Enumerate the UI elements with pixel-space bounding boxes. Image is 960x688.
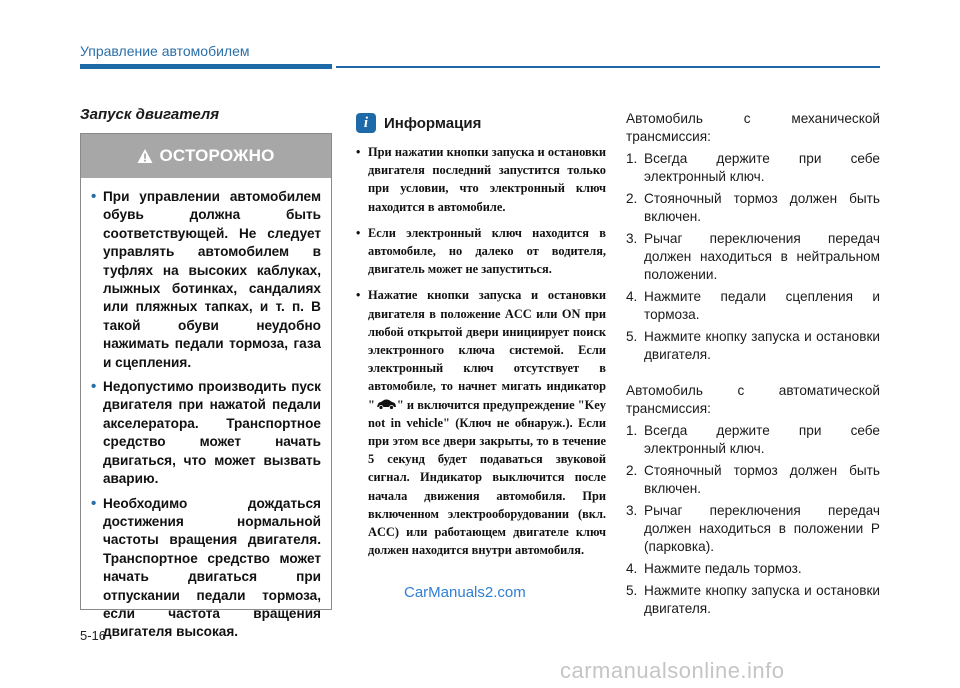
warning-item: • Недопустимо производить пуск двигателя при нажатой педали акселератора. Транспортное средство может начать двигаться, что может вызвать аварию. (91, 378, 321, 488)
page-number: 5-16 (80, 628, 107, 643)
step-number: 4. (626, 561, 638, 576)
manual-step (626, 190, 880, 226)
step-text: Нажмите педаль тормоз. (644, 561, 802, 576)
automatic-steps (626, 422, 880, 618)
page-header-title: Управление автомобилем (80, 43, 250, 59)
step-number: 2. (626, 191, 638, 206)
step-text: Всегда держите при себе электронный ключ. (644, 151, 880, 184)
info-item (356, 286, 606, 559)
section-title: Запуск двигателя (80, 106, 220, 123)
automatic-heading: Автомобиль с автоматической трансмиссия: (626, 383, 880, 416)
right-column (626, 110, 880, 636)
step-number: 2. (626, 463, 638, 478)
step-text: Нажмите кнопку запуска и остановки двигателя. (644, 329, 880, 362)
step-text: Рычаг переключения передач должен находиться в нейтральном положении. (644, 231, 880, 282)
warning-label: ОСТОРОЖНО (159, 146, 275, 165)
info-item-text-after: " и включится предупреждение "Key not in vehicle" (Ключ не обнаруж.). Если при этом все двери закрыты, то в течение 5 секунд будет подаваться звуковой сигнал. Индикатор выключится после начала движения автомобиля. При включенном электрооборудовании (вкл. ACC) или работающем двигателе ключ должен находится внутри автомобиля. (368, 397, 606, 558)
info-title (356, 113, 481, 133)
manual-step (626, 150, 880, 186)
automatic-step (626, 582, 880, 618)
step-number: 5. (626, 329, 638, 344)
info-item: • Если электронный ключ находится в автомобиле, но далеко от водителя, двигатель может не запуститься. (356, 224, 606, 279)
manual-step (626, 328, 880, 364)
step-number: 1. (626, 423, 638, 438)
manual-steps (626, 150, 880, 364)
step-number: 4. (626, 289, 638, 304)
warning-item: • При управлении автомобилем обувь должна быть соответствующей. Не следует управлять автомобилем в туфлях на высоких каблуках, лыжных ботинках, сандалиях или пляжных тапках, и т. п. В такой обуви неудобно нажимать педали тормоза, газа и сцепления. (91, 188, 321, 372)
info-icon: i (356, 113, 376, 133)
step-text: Стояночный тормоз должен быть включен. (644, 191, 880, 224)
step-number: 3. (626, 231, 638, 246)
warning-header (81, 134, 331, 178)
step-number: 3. (626, 503, 638, 518)
step-number: 1. (626, 151, 638, 166)
automatic-step (626, 560, 880, 578)
warning-triangle-icon (137, 148, 153, 164)
header-rule-thin (336, 66, 880, 68)
step-text: Стояночный тормоз должен быть включен. (644, 463, 880, 496)
watermark-carmanualsonline: carmanualsonline.info (560, 658, 785, 683)
step-number: 5. (626, 583, 638, 598)
step-text: Нажмите кнопку запуска и остановки двигателя. (644, 583, 880, 616)
step-text: Нажмите педали сцепления и тормоза. (644, 289, 880, 322)
manual-step (626, 230, 880, 284)
automatic-step (626, 462, 880, 498)
manual-heading: Автомобиль с механической трансмиссия: (626, 111, 880, 144)
step-text: Рычаг переключения передач должен находиться в положении P (парковка). (644, 503, 880, 554)
watermark-carmanuals2[interactable]: CarManuals2.com (404, 584, 526, 601)
warning-list (81, 178, 331, 642)
header-rule-thick (80, 64, 332, 69)
key-car-indicator-icon (375, 398, 397, 410)
automatic-step (626, 422, 880, 458)
info-item: • При нажатии кнопки запуска и остановки двигателя последний запустится только при условии, что электронный ключ находится в автомобиле. (356, 143, 606, 216)
warning-item: • Необходимо дождаться достижения нормальной частоты вращения двигателя. Транспортное средство может начать двигаться при отпускании педали тормоза, если частота вращения двигателя высокая. (91, 495, 321, 642)
automatic-step (626, 502, 880, 556)
manual-step (626, 288, 880, 324)
info-label: Информация (384, 114, 482, 132)
step-text: Всегда держите при себе электронный ключ. (644, 423, 880, 456)
info-list (356, 143, 606, 567)
info-item-text-before: Нажатие кнопки запуска и остановки двигателя в положение ACC или ON при любой открытой двери инициирует поиск электронного ключа системой. Если электронный ключ отсутствует в автомобиле, то начнет мигать индикатор " (368, 288, 606, 412)
